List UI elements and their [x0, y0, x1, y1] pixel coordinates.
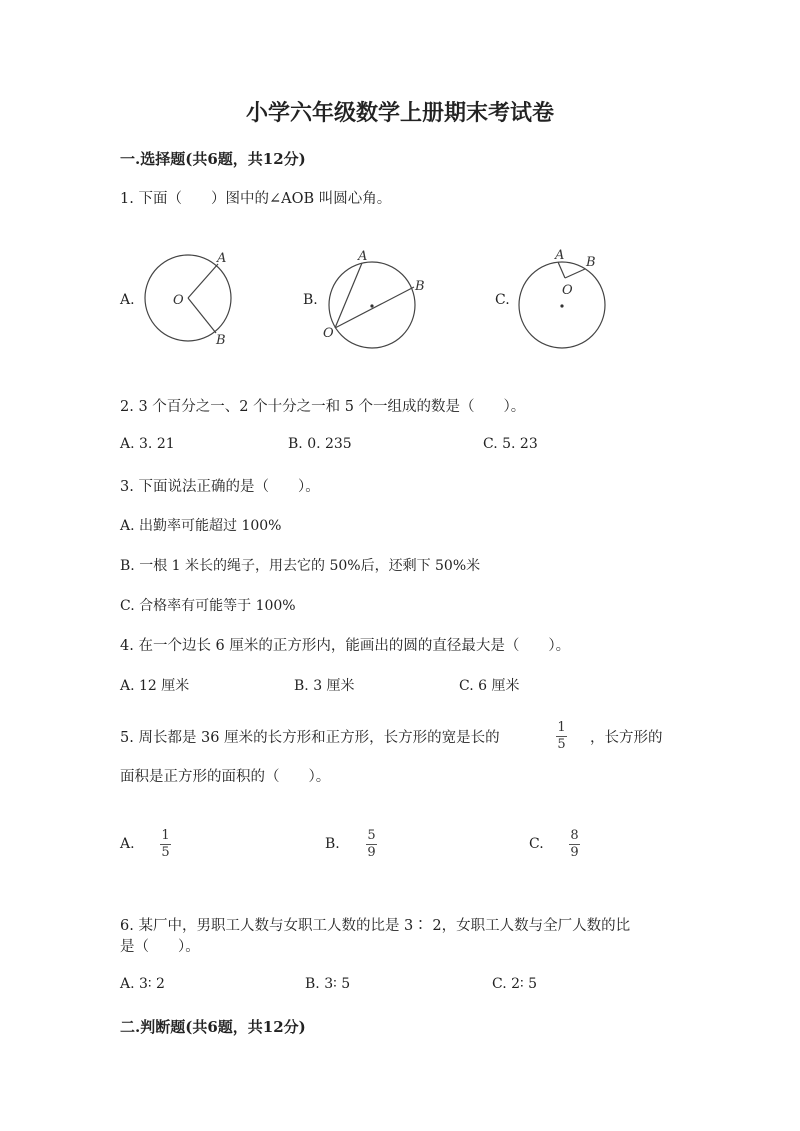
- fraction-numerator: 5: [367, 828, 376, 843]
- q1-figure-c: [510, 245, 630, 355]
- q1-figure-b: [320, 245, 440, 355]
- q1-option-a-label: A.: [120, 292, 135, 308]
- fraction-numerator: 8: [570, 828, 579, 843]
- q3-option-b: B. 一根 1 米长的绳子，用去它的 50%后，还剩下 50%米: [120, 558, 481, 574]
- figure-c-line-oa: [558, 262, 565, 278]
- figure-b-center-dot: [370, 304, 373, 307]
- question-5-text-line2: 面积是正方形的面积的（ ）。: [120, 769, 331, 785]
- question-5-text-part1: 5. 周长都是 36 厘米的长方形和正方形，长方形的宽是长的: [120, 730, 500, 746]
- q6-option-b: B. 3∶ 5: [305, 976, 351, 992]
- q4-option-a: A. 12 厘米: [120, 678, 190, 694]
- q4-option-b: B. 3 厘米: [294, 678, 355, 694]
- q2-option-c: C. 5. 23: [483, 436, 538, 452]
- figure-c-point-o: O: [562, 283, 573, 298]
- question-6-text-line2: 是（ ）。: [120, 939, 200, 955]
- q5-option-c-label: C.: [529, 836, 544, 852]
- q5-option-b-fraction: [366, 829, 377, 860]
- q3-option-a: A. 出勤率可能超过 100%: [120, 518, 282, 534]
- section-heading-judgement: 二.判断题(共6题，共12分): [120, 1018, 306, 1036]
- q5-fraction-one-fifth: [556, 721, 567, 752]
- fraction-denominator: 9: [570, 845, 579, 860]
- q3-option-c: C. 合格率有可能等于 100%: [120, 598, 296, 614]
- fraction-numerator: 1: [161, 828, 170, 843]
- q1-figure-a: [138, 245, 258, 350]
- q1-option-b-label: B.: [303, 292, 318, 308]
- figure-b-point-b: B: [415, 279, 425, 294]
- figure-b-chord-ob: [335, 287, 414, 328]
- question-1-text: 1. 下面（ ）图中的∠AOB 叫圆心角。: [120, 191, 392, 207]
- figure-a-point-a: A: [217, 251, 227, 266]
- figure-c-point-a: A: [555, 248, 565, 263]
- q6-option-c: C. 2∶ 5: [492, 976, 538, 992]
- figure-a-radius-oa: [188, 264, 218, 298]
- q1-option-c-label: C.: [495, 292, 510, 308]
- q4-option-c: C. 6 厘米: [459, 678, 520, 694]
- question-4-text: 4. 在一个边长 6 厘米的正方形内，能画出的圆的直径最大是（ ）。: [120, 638, 571, 654]
- fraction-denominator: 5: [161, 845, 170, 860]
- question-3-text: 3. 下面说法正确的是（ ）。: [120, 479, 320, 495]
- figure-c-point-b: B: [586, 255, 596, 270]
- fraction-denominator: 5: [557, 737, 566, 752]
- figure-a-point-b: B: [216, 333, 226, 348]
- fraction-numerator: 1: [557, 720, 566, 735]
- figure-a-radius-ob: [188, 298, 216, 333]
- q5-option-b-label: B.: [325, 836, 340, 852]
- page-title: 小学六年级数学上册期末考试卷: [245, 100, 554, 126]
- figure-b-point-o: O: [323, 326, 334, 341]
- figure-c-center-dot: [560, 304, 563, 307]
- figure-c-line-ob: [565, 269, 585, 278]
- fraction-denominator: 9: [367, 845, 376, 860]
- q5-option-c-fraction: [569, 829, 580, 860]
- q2-option-a: A. 3. 21: [120, 436, 175, 452]
- question-5-text-part2: ，长方形的: [590, 730, 663, 746]
- question-6-text-line1: 6. 某厂中，男职工人数与女职工人数的比是 3∶ 2，女职工人数与全厂人数的比: [120, 918, 631, 934]
- figure-b-point-a: A: [358, 249, 368, 264]
- q5-option-a-label: A.: [120, 836, 135, 852]
- section-heading-choice: 一.选择题(共6题，共12分): [120, 150, 306, 168]
- q2-option-b: B. 0. 235: [288, 436, 352, 452]
- figure-b-chord-oa: [335, 263, 362, 328]
- figure-a-point-o: O: [173, 293, 184, 308]
- q6-option-a: A. 3∶ 2: [120, 976, 165, 992]
- q5-option-a-fraction: [160, 829, 171, 860]
- question-2-text: 2. 3 个百分之一、2 个十分之一和 5 个一组成的数是（ ）。: [120, 399, 526, 415]
